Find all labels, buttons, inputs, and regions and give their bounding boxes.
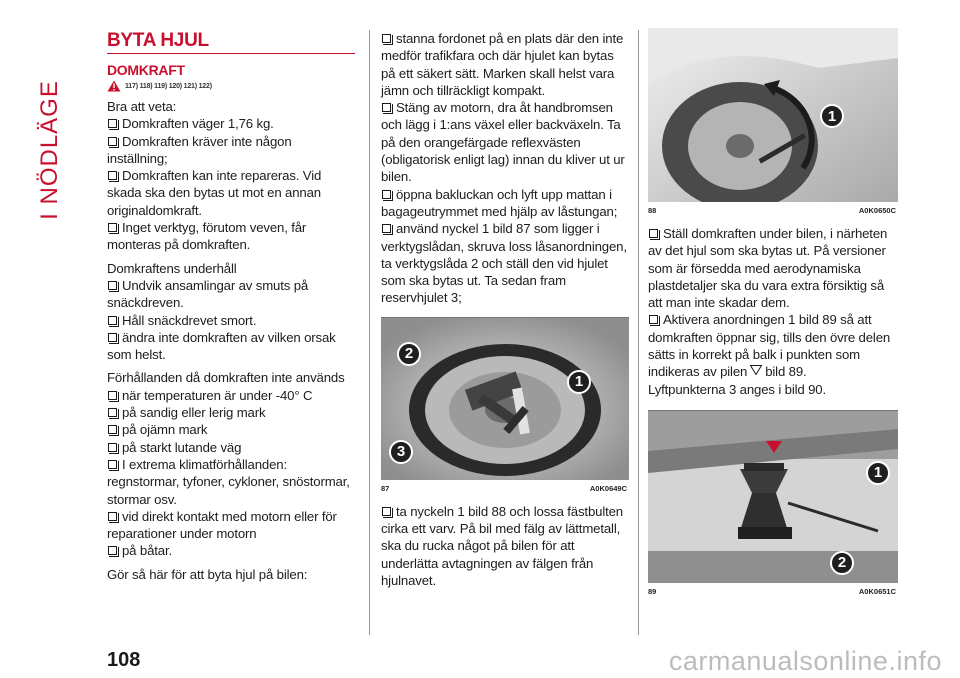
warning-line bbox=[107, 80, 355, 92]
figure-number: 89 bbox=[648, 586, 657, 596]
jack-image bbox=[648, 411, 898, 583]
checkbox-bullet-icon bbox=[108, 460, 117, 469]
checkbox-bullet-icon bbox=[108, 281, 117, 290]
checkbox-bullet-icon bbox=[108, 171, 117, 180]
figure-caption bbox=[648, 202, 898, 215]
list-item: Inget verktyg, förutom veven, får monteras på domkraften. bbox=[107, 220, 307, 253]
list-item: på sandig eller lerig mark bbox=[107, 404, 355, 421]
list-item: Ställ domkraften under bilen, i närheten av det hjul som ska bytas ut. På versioner som är försedda med aerodynamiska plastdetaljer ska du vara extra försiktig så att man inte skadar dem. bbox=[648, 226, 888, 311]
page-number: 108 bbox=[107, 649, 141, 671]
figure-87 bbox=[381, 317, 629, 493]
figure-number: 87 bbox=[381, 483, 390, 493]
callout-badge: 1 bbox=[820, 104, 844, 128]
checkbox-bullet-icon bbox=[649, 315, 658, 324]
figure-caption bbox=[381, 480, 629, 493]
checkbox-bullet-icon bbox=[649, 229, 658, 238]
figure-88 bbox=[648, 28, 898, 215]
list-item: I extrema klimatförhållanden: regnstormar, tyfoner, cykloner, snöstormar, stormar osv. bbox=[107, 456, 350, 507]
checkbox-bullet-icon bbox=[108, 119, 117, 128]
figure-code: A0K0650C bbox=[858, 206, 896, 215]
column-1 bbox=[107, 30, 355, 583]
column-divider bbox=[638, 30, 639, 635]
maintenance-heading: Domkraftens underhåll bbox=[107, 260, 237, 276]
checkbox-bullet-icon bbox=[382, 34, 391, 43]
car-wheel-image bbox=[648, 28, 898, 202]
list-item: ta nyckeln 1 bild 88 och lossa fästbulten cirka ett varv. På bil med fälg av lättmetall, ska du rucka något på bilen för att underlätta avtagningen av fälgen från hjulnavet. bbox=[381, 503, 623, 588]
arrow-down-icon bbox=[750, 365, 762, 375]
list-item: använd nyckel 1 bild 87 som ligger i verktygslådan, skruva loss låsanordningen, ta verktygslåda 2 och ställ den vid hjulet som ska bytas ut. Ta sedan fram reservhjulet 3; bbox=[381, 221, 627, 306]
intro-text: Bra att veta: bbox=[107, 99, 177, 114]
list-item: Domkraften kräver inte någon inställning; bbox=[107, 133, 292, 166]
column-2 bbox=[381, 30, 629, 589]
checkbox-bullet-icon bbox=[108, 223, 117, 232]
list-item: Undvik ansamlingar av smuts på snäckdreven. bbox=[107, 277, 309, 311]
conditions-heading: Förhållanden då domkraften inte används bbox=[107, 370, 345, 386]
subsection-title: DOMKRAFT bbox=[107, 62, 185, 78]
warning-references: 117) 118) 119) 120) 121) 122) bbox=[125, 82, 212, 90]
checkbox-bullet-icon bbox=[382, 103, 391, 112]
list-item: Håll snäckdrevet smort. bbox=[107, 312, 355, 329]
list-item: vid direkt kontakt med motorn eller för reparationer under motorn bbox=[107, 508, 337, 542]
list-item: på ojämn mark bbox=[107, 421, 355, 438]
checkbox-bullet-icon bbox=[108, 391, 117, 400]
list-item: ändra inte domkraften av vilken orsak som helst. bbox=[107, 329, 336, 363]
figure-code: A0K0651C bbox=[858, 586, 896, 596]
car-wheel-illustration bbox=[648, 28, 898, 202]
checkbox-bullet-icon bbox=[108, 408, 117, 417]
chapter-side-label: I NÖDLÄGE bbox=[36, 80, 63, 220]
closing-text: Gör så här för att byta hjul på bilen: bbox=[107, 566, 308, 582]
callout-badge: 1 bbox=[567, 370, 591, 394]
list-item: på båtar. bbox=[107, 542, 355, 559]
checkbox-bullet-icon bbox=[108, 316, 117, 325]
list-item: Domkraften kan inte repareras. Vid skada ska den bytas ut mot en annan originaldomkraft. bbox=[107, 168, 322, 218]
column-divider bbox=[369, 30, 370, 635]
list-item: Domkraften väger 1,76 kg. bbox=[107, 115, 355, 132]
list-item: öppna bakluckan och lyft upp mattan i bagageutrymmet med hjälp av låstungan; bbox=[381, 186, 618, 219]
checkbox-bullet-icon bbox=[108, 443, 117, 452]
checkbox-bullet-icon bbox=[108, 546, 117, 555]
callout-badge: 2 bbox=[397, 342, 421, 366]
section-title: BYTA HJUL bbox=[107, 30, 209, 51]
checkbox-bullet-icon bbox=[108, 333, 117, 342]
watermark: carmanualsonline.info bbox=[668, 646, 942, 676]
list-item: när temperaturen är under -40° C bbox=[107, 387, 355, 404]
spare-wheel-illustration bbox=[381, 318, 629, 480]
section-divider bbox=[107, 53, 355, 54]
list-item: Stäng av motorn, dra åt handbromsen och lägg i 1:ans växel eller backväxeln. Ta på den orangefärgade reflexvästen (obligatorisk enligt lag) innan du kliver ut ur bilen. bbox=[381, 100, 625, 185]
list-item: på starkt lutande väg bbox=[107, 439, 355, 456]
lift-points-text: Lyftpunkterna 3 anges i bild 90. bbox=[648, 381, 826, 397]
figure-caption bbox=[648, 583, 898, 596]
figure-89 bbox=[648, 410, 898, 596]
callout-badge: 2 bbox=[830, 551, 854, 575]
checkbox-bullet-icon bbox=[382, 224, 391, 233]
jack-illustration bbox=[648, 411, 898, 583]
checkbox-bullet-icon bbox=[382, 507, 391, 516]
callout-badge: 3 bbox=[389, 440, 413, 464]
checkbox-bullet-icon bbox=[108, 137, 117, 146]
list-item: Aktivera anordningen 1 bild 89 så att domkraften öppnar sig, tills den övre delen sätts in korrekt på balk i punkten som indikeras av pilen bild 89. bbox=[648, 312, 891, 380]
warning-triangle-icon bbox=[107, 80, 121, 92]
checkbox-bullet-icon bbox=[108, 425, 117, 434]
checkbox-bullet-icon bbox=[382, 190, 391, 199]
figure-number: 88 bbox=[648, 206, 657, 215]
checkbox-bullet-icon bbox=[108, 512, 117, 521]
list-item: stanna fordonet på en plats där den inte medför trafikfara och där hjulet kan bytas på ett säkert sätt. Marken skall helst vara jämn och tillräckligt kompakt. bbox=[381, 31, 624, 98]
column-3 bbox=[648, 28, 898, 596]
callout-badge: 1 bbox=[866, 461, 890, 485]
figure-code: A0K0649C bbox=[589, 483, 627, 493]
spare-wheel-image bbox=[381, 318, 629, 480]
